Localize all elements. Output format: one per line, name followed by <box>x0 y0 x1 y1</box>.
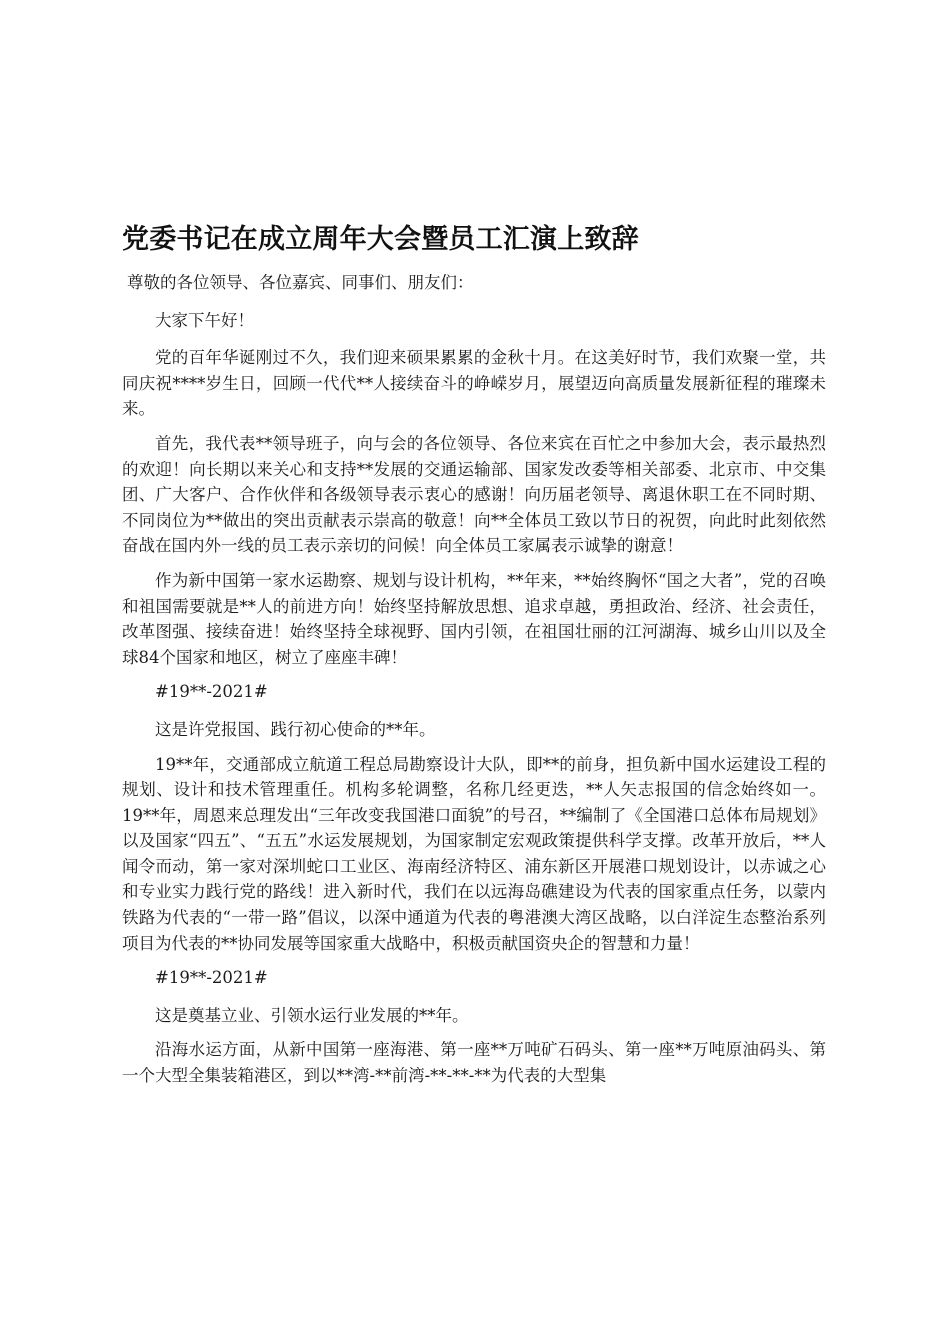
paragraph: 这是许党报国、践行初心使命的**年。 <box>155 719 436 739</box>
paragraph: 党的百年华诞刚过不久，我们迎来硕果累累的金秋十月。在这美好时节，我们欢聚一堂，共同庆祝****岁生日，回顾一代代**人接续奋斗的峥嵘岁月，展望迈向高质量发展新征程的璀璨未来。 <box>122 348 826 419</box>
greeting: 大家下午好！ <box>155 310 254 330</box>
document-body <box>122 270 826 1098</box>
salutation: 尊敬的各位领导、各位嘉宾、同事们、朋友们： <box>126 273 474 292</box>
paragraph: 这是奠基立业、引领水运行业发展的**年。 <box>155 1005 469 1025</box>
section-marker: #19**-2021# <box>155 682 268 702</box>
paragraph: 首先，我代表**领导班子，向与会的各位领导、各位来宾在百忙之中参加大会，表示最热烈的欢迎！向长期以来关心和支持**发展的交通运输部、国家发改委等相关部委、北京市、中交集团、广大客户、合作伙伴和各级领导表示衷心的感谢！向历届老领导、离退休职工在不同时期、不同岗位为**做出的突出贡献表示崇高的敬意！向**全体员工致以节日的祝贺，向此时此刻依然奋战在国内外一线的员工表示亲切的问候！向全体员工家属表示诚挚的谢意！ <box>122 433 826 556</box>
paragraph: 沿海水运方面，从新中国第一座海港、第一座**万吨矿石码头、第一座**万吨原油码头、第一个大型全集装箱港区，到以**湾-**前湾-**-**-**为代表的大型集 <box>122 1040 826 1086</box>
paragraph: 作为新中国第一家水运勘察、规划与设计机构，**年来，**始终胸怀“国之大者”，党的召唤和祖国需要就是**人的前进方向！始终坚持解放思想、追求卓越，勇担政治、经济、社会责任，改革图强、接续奋进！始终坚持全球视野、国内引领，在祖国壮丽的江河湖海、城乡山川以及全球84个国家和地区，树立了座座丰碑！ <box>122 570 826 667</box>
document-title: 党委书记在成立周年大会暨员工汇演上致辞 <box>122 224 639 255</box>
paragraph: 19**年，交通部成立航道工程总局勘察设计大队，即**的前身，担负新中国水运建设工程的规划、设计和技术管理重任。机构多轮调整，名称几经更迭，**人矢志报国的信念始终如一。19**年，周恩来总理发出“三年改变我国港口面貌”的号召，**编制了《全国港口总体布局规划》以及国家“四五”、“五五”水运发展规划，为国家制定宏观政策提供科学支撑。改革开放后，**人闻令而动，第一家对深圳蛇口工业区、海南经济特区、浦东新区开展港口规划设计，以赤诚之心和专业实力践行党的路线！进入新时代，我们在以远海岛礁建设为代表的国家重点任务，以蒙内铁路为代表的“一带一路”倡议，以深中通道为代表的粤港澳大湾区战略，以白洋淀生态整治系列项目为代表的**协同发展等国家重大战略中，积极贡献国资央企的智慧和力量！ <box>122 754 826 953</box>
section-marker: #19**-2021# <box>155 968 268 988</box>
